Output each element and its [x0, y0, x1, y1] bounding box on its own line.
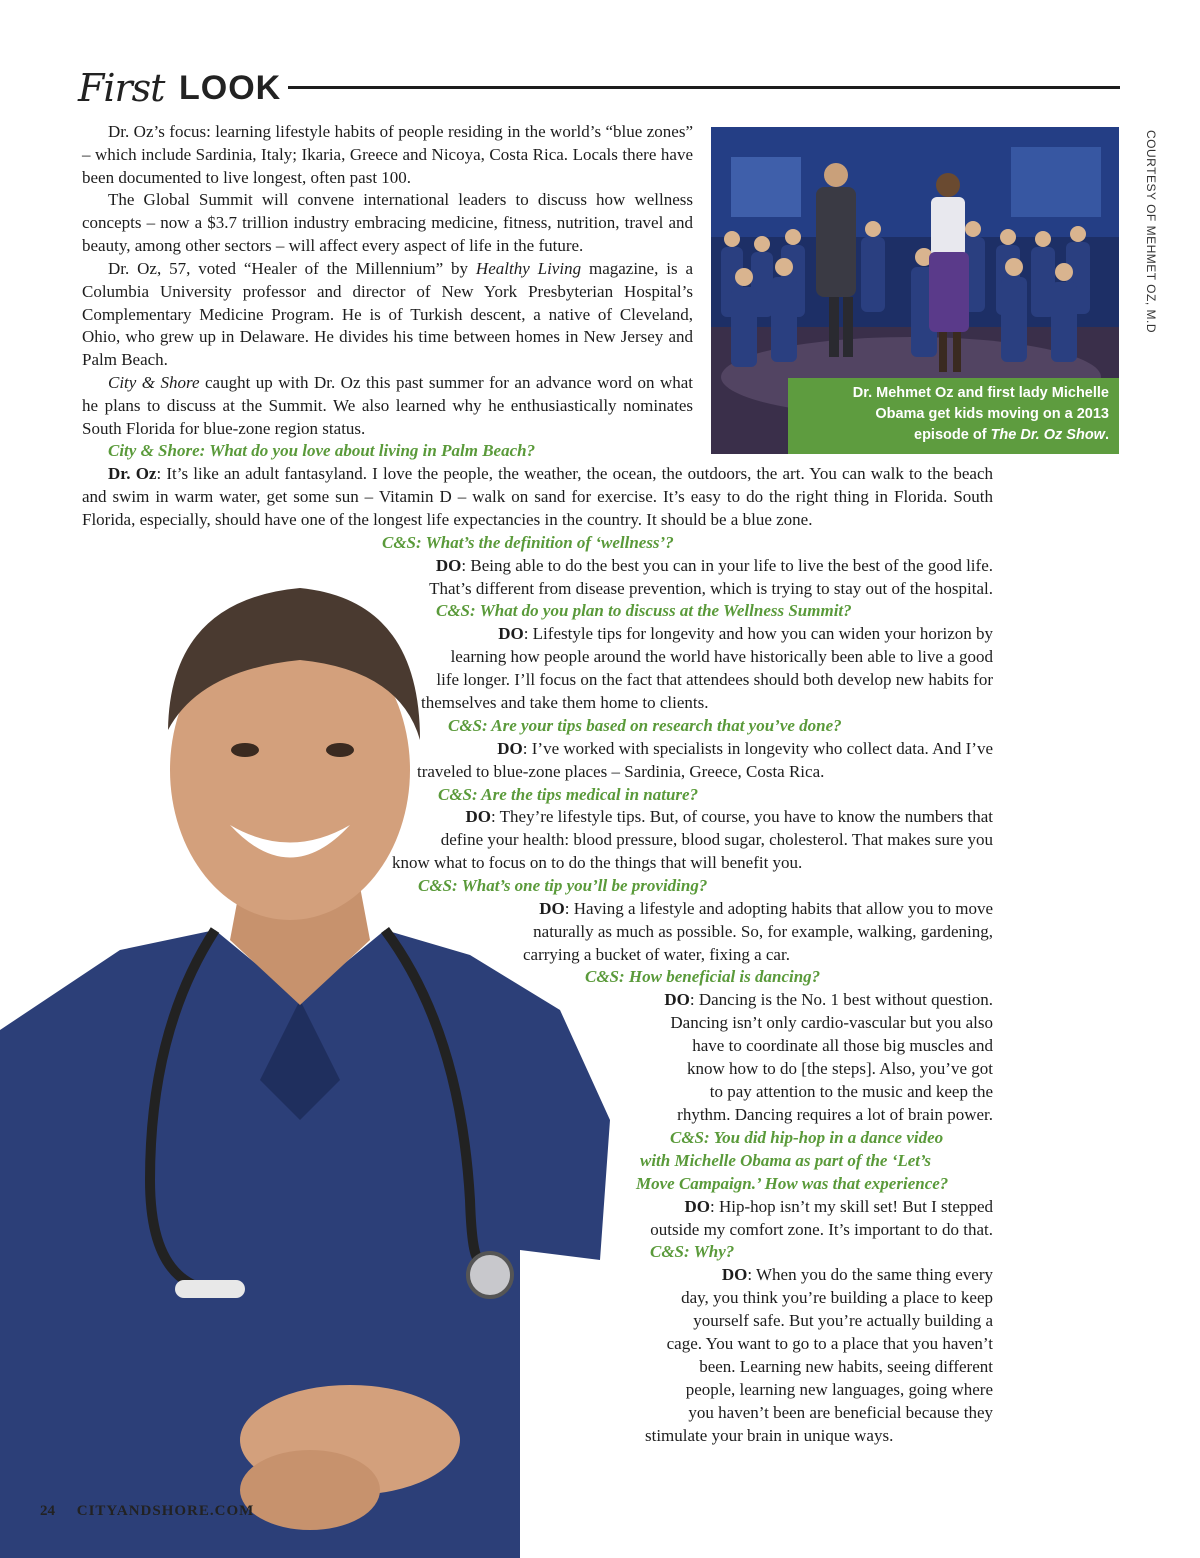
- answer-8-line-1: DO: Hip-hop isn’t my skill set! But I stepped: [684, 1197, 993, 1216]
- answer-4-line-2: traveled to blue-zone places – Sardinia, Greece, Costa Rica.: [417, 762, 825, 781]
- answer-2-line-2: That’s different from disease prevention, which is trying to stay out of the hospital.: [429, 579, 993, 598]
- section-header: [78, 66, 1120, 110]
- intro-paragraph-3: Dr. Oz, 57, voted “Healer of the Millennium” by Healthy Living magazine, is a Columbia University professor and director of New York Presbyterian Hospital’s Complementary Medicine Program. He is of Turkish descent, a native of Cleveland, Ohio, who grew up in Delaware. He divides his time between homes in New Jersey and Palm Beach.: [82, 259, 694, 370]
- answer-9-line-6: people, learning new languages, going where: [685, 1380, 993, 1399]
- answer-9-line-4: cage. You want to go to a place that you haven’t: [666, 1334, 993, 1353]
- answer-7-line-5: to pay attention to the music and keep the: [709, 1082, 993, 1101]
- footer-site: CITYANDSHORE.COM: [76, 1503, 255, 1519]
- answer-9-line-3: yourself safe. But you’re actually building a: [693, 1311, 993, 1330]
- answer-6-line-3: carrying a bucket of water, fixing a car.: [523, 945, 790, 964]
- answer-9-line-5: been. Learning new habits, seeing different: [699, 1357, 993, 1376]
- answer-5-line-3: know what to focus on to do the things that will benefit you.: [392, 853, 803, 872]
- page-footer: [40, 1503, 254, 1520]
- answer-5-line-1: DO: They’re lifestyle tips. But, of course, you have to know the numbers that: [465, 807, 993, 826]
- photo-caption: Dr. Mehmet Oz and first lady Michelle Obama get kids moving on a 2013 episode of The Dr. Oz Show.: [788, 378, 1119, 454]
- answer-7-line-4: know how to do [the steps]. Also, you’ve got: [687, 1059, 993, 1078]
- section-title-first: First: [78, 66, 165, 110]
- intro-paragraph-4: City & Shore caught up with Dr. Oz this past summer for an advance word on what he plans to discuss at the Summit. We also learned why he enthusiastically nominates South Florida for blue-zone region status.: [82, 373, 693, 438]
- answer-2-line-1: DO: Being able to do the best you can in your life to live the best of the good life.: [435, 556, 993, 575]
- question-9: C&S: Why?: [650, 1242, 735, 1261]
- answer-6-line-2: naturally as much as possible. So, for example, walking, gardening,: [533, 922, 993, 941]
- question-5: C&S: Are the tips medical in nature?: [438, 785, 699, 804]
- page-number: 24: [40, 1503, 55, 1519]
- question-7: C&S: How beneficial is dancing?: [585, 967, 821, 986]
- answer-9-line-8: stimulate your brain in unique ways.: [645, 1426, 894, 1445]
- answer-8-line-2: outside my comfort zone. It’s important to do that.: [650, 1220, 993, 1239]
- header-rule: [288, 86, 1120, 89]
- question-8-line-1: C&S: You did hip-hop in a dance video: [670, 1128, 944, 1147]
- section-title-look: LOOK: [179, 69, 282, 107]
- answer-4-line-1: DO: I’ve worked with specialists in longevity who collect data. And I’ve: [497, 739, 993, 758]
- answer-7-line-1: DO: Dancing is the No. 1 best without question.: [664, 990, 993, 1009]
- question-3: C&S: What do you plan to discuss at the Wellness Summit?: [436, 601, 852, 620]
- question-8-line-2: with Michelle Obama as part of the ‘Let’s: [640, 1151, 932, 1170]
- answer-3-line-3: life longer. I’ll focus on the fact that attendees should both develop new habits for: [436, 670, 993, 689]
- answer-3-line-4: themselves and take them home to clients.: [421, 693, 709, 712]
- answer-9-line-7: you haven’t been are beneficial because they: [688, 1403, 993, 1422]
- question-4: C&S: Are your tips based on research that you’ve done?: [448, 716, 842, 735]
- answer-7-line-6: rhythm. Dancing requires a lot of brain power.: [677, 1105, 993, 1124]
- photo-oz-obama: [711, 127, 1119, 454]
- question-1: City & Shore: What do you love about living in Palm Beach?: [108, 441, 536, 460]
- answer-7-line-3: have to coordinate all those big muscles and: [692, 1036, 993, 1055]
- answer-5-line-2: define your health: blood pressure, blood sugar, cholesterol. That makes sure you: [440, 830, 993, 849]
- answer-3-line-1: DO: Lifestyle tips for longevity and how you can widen your horizon by: [498, 624, 993, 643]
- question-6: C&S: What’s one tip you’ll be providing?: [418, 876, 708, 895]
- answer-3-line-2: learning how people around the world have historically been able to live a good: [450, 647, 993, 666]
- intro-paragraph-2: The Global Summit will convene international leaders to discuss how wellness concepts – now a $3.7 trillion industry embracing medicine, fitness, nutrition, travel and beauty, among other sectors – will affect every aspect of life in the future.: [82, 190, 693, 255]
- answer-6-line-1: DO: Having a lifestyle and adopting habits that allow you to move: [539, 899, 993, 918]
- answer-9-line-1: DO: When you do the same thing every: [721, 1265, 993, 1284]
- intro-paragraph-1: Dr. Oz’s focus: learning lifestyle habits of people residing in the world’s “blue zones” – which include Sardinia, Italy; Ikaria, Greece and Nicoya, Costa Rica. Locals there have been documented to live longest, often past 100.: [82, 122, 693, 187]
- answer-7-line-2: Dancing isn’t only cardio-vascular but you also: [670, 1013, 993, 1032]
- answer-9-line-2: day, you think you’re building a place to keep: [681, 1288, 993, 1307]
- answer-1: Dr. Oz: It’s like an adult fantasyland. I love the people, the weather, the ocean, the outdoors, the art. You can walk to the beach and swim in warm water, get some sun – Vitamin D – walk on sand for exercise. It’s easy to do the right thing in Florida. South Florida, especially, should have one of the longest life expectancies in the country. It should be a blue zone.: [82, 464, 994, 529]
- photo-credit: COURTESY OF MEHMET OZ, M.D: [1144, 130, 1158, 334]
- question-8-line-3: Move Campaign.’ How was that experience?: [636, 1174, 949, 1193]
- question-2: C&S: What’s the definition of ‘wellness’?: [382, 533, 674, 552]
